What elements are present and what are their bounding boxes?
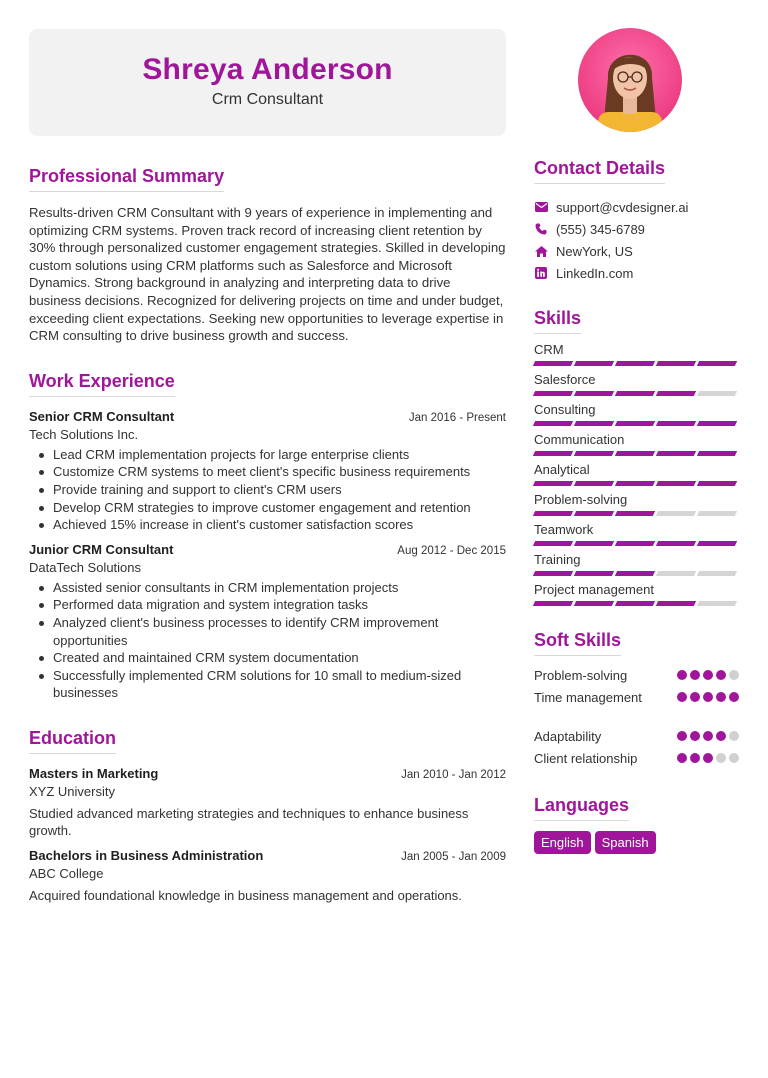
skill-bar-segment (697, 391, 737, 396)
skill-bar-segment (615, 541, 655, 546)
contact-linkedin-text: LinkedIn.com (556, 265, 634, 281)
soft-skills-section (534, 630, 739, 769)
skill-bar-segment (656, 361, 696, 366)
skill-bar-segment (574, 511, 614, 516)
skill-level-bars (534, 571, 739, 576)
soft-skill-dots (677, 670, 739, 680)
skill-bar-segment (656, 421, 696, 426)
skill-bar-segment (697, 421, 737, 426)
rating-dot (677, 670, 687, 680)
skills-section (534, 308, 739, 606)
soft-skill-dots (677, 753, 739, 763)
skill-level-bars (534, 451, 739, 456)
rating-dot (677, 731, 687, 741)
skill-bar-segment (615, 601, 655, 606)
education-section (29, 728, 506, 905)
skill-bar-segment (574, 541, 614, 546)
degree-title: Masters in Marketing (29, 765, 159, 781)
skill-level-bars (534, 481, 739, 486)
summary-heading: Professional Summary (29, 166, 224, 192)
job-entry (29, 542, 506, 702)
skill-name: Communication (534, 432, 625, 447)
skill-bar-segment (697, 451, 737, 456)
education-heading: Education (29, 728, 116, 754)
skill-item (534, 372, 739, 396)
skill-bar-segment (656, 451, 696, 456)
skill-name: Salesforce (534, 372, 596, 387)
list-item: Assisted senior consultants in CRM implementation projects (29, 579, 506, 597)
rating-dot (716, 731, 726, 741)
skill-bar-segment (533, 571, 573, 576)
profile-photo (578, 28, 682, 132)
skill-bar-segment (574, 451, 614, 456)
contact-phone[interactable] (534, 218, 739, 240)
soft-skill-item (534, 686, 739, 708)
contact-email[interactable] (534, 196, 739, 218)
school-name: ABC College (29, 866, 104, 882)
job-date: Jan 2016 - Present (408, 411, 506, 424)
envelope-icon (534, 200, 548, 214)
job-date: Aug 2012 - Dec 2015 (397, 544, 506, 557)
rating-dot (690, 731, 700, 741)
job-bullets (29, 446, 506, 534)
skill-bar-segment (656, 391, 696, 396)
skill-bar-segment (656, 481, 696, 486)
skill-name: Consulting (534, 402, 596, 417)
education-entry (29, 766, 506, 840)
summary-section (29, 166, 506, 345)
summary-text: Results-driven CRM Consultant with 9 years of experience in implementing and optimizing CRM systems. Proven track record of increasing client retention by 30% through personalized customer engagement strategies. Skilled in developing custom solutions using CRM platforms such as Salesforce and Microsoft Dynamics. Strong background in analyzing and interpreting data to drive business decisions. Recognized for delivering projects on time and under budget, exceeding client expectations. Seeking new opportunities to leverage expertise in CRM consulting to drive business growth and success. (29, 205, 506, 344)
soft-skill-item (534, 725, 739, 747)
rating-dot (729, 753, 739, 763)
skill-item (534, 402, 739, 426)
skill-bar-segment (533, 421, 573, 426)
rating-dot (703, 731, 713, 741)
rating-dot (703, 753, 713, 763)
skill-bar-segment (533, 601, 573, 606)
skill-bar-segment (533, 481, 573, 486)
skill-bar-segment (533, 391, 573, 396)
soft-skill-item (534, 747, 739, 769)
skill-item (534, 492, 739, 516)
skill-bar-segment (615, 391, 655, 396)
skill-bar-segment (656, 541, 696, 546)
skill-bar-segment (615, 571, 655, 576)
skill-bar-segment (533, 511, 573, 516)
rating-dot (690, 692, 700, 702)
list-item: Provide training and support to client's CRM users (29, 481, 506, 499)
skill-level-bars (534, 361, 739, 366)
language-badges (534, 831, 739, 854)
contact-heading: Contact Details (534, 158, 665, 184)
soft-skill-dots (677, 731, 739, 741)
soft-skill-name: Client relationship (534, 750, 638, 766)
education-date: Jan 2010 - Jan 2012 (401, 768, 506, 781)
main-column (29, 166, 506, 905)
skill-bar-segment (656, 511, 696, 516)
rating-dot (677, 753, 687, 763)
skills-heading: Skills (534, 308, 581, 334)
list-item: Successfully implemented CRM solutions for 10 small to medium-sized businesses (29, 667, 506, 702)
contact-section (534, 158, 739, 284)
list-item: Lead CRM implementation projects for large enterprise clients (29, 446, 506, 464)
skill-level-bars (534, 391, 739, 396)
skill-level-bars (534, 511, 739, 516)
list-item: Created and maintained CRM system documentation (29, 649, 506, 667)
soft-skill-name: Problem-solving (534, 667, 628, 683)
skill-bar-segment (697, 571, 737, 576)
skill-bar-segment (615, 511, 655, 516)
job-title: Junior CRM Consultant (29, 541, 174, 557)
skill-item (534, 552, 739, 576)
rating-dot (716, 753, 726, 763)
skill-bar-segment (533, 541, 573, 546)
skill-bar-segment (574, 601, 614, 606)
skill-bar-segment (615, 481, 655, 486)
skill-name: Teamwork (534, 522, 594, 537)
skill-name: Training (534, 552, 581, 567)
skill-name: Problem-solving (534, 492, 628, 507)
soft-skill-name: Time management (534, 689, 642, 705)
skill-item (534, 522, 739, 546)
home-icon (534, 244, 548, 258)
skill-bar-segment (574, 571, 614, 576)
list-item: Performed data migration and system integration tasks (29, 596, 506, 614)
rating-dot (729, 670, 739, 680)
header-box (29, 29, 506, 136)
rating-dot (690, 670, 700, 680)
job-title: Senior CRM Consultant (29, 408, 175, 424)
degree-title: Bachelors in Business Administration (29, 848, 264, 864)
skill-bar-segment (533, 451, 573, 456)
phone-icon (534, 222, 548, 236)
list-item: Achieved 15% increase in client's customer satisfaction scores (29, 516, 506, 534)
education-date: Jan 2005 - Jan 2009 (401, 851, 506, 864)
experience-section (29, 371, 506, 702)
skill-bar-segment (697, 601, 737, 606)
rating-dot (729, 692, 739, 702)
skill-level-bars (534, 421, 739, 426)
skill-bar-segment (615, 451, 655, 456)
contact-location-text: NewYork, US (556, 243, 633, 259)
soft-skill-dots (677, 692, 739, 702)
skill-bar-segment (697, 361, 737, 366)
languages-section (534, 795, 739, 854)
linkedin-icon (534, 266, 548, 280)
skill-level-bars (534, 601, 739, 606)
skill-bar-segment (574, 421, 614, 426)
rating-dot (677, 692, 687, 702)
skill-item (534, 582, 739, 606)
skill-bar-segment (574, 391, 614, 396)
skill-name: Project management (534, 582, 654, 597)
rating-dot (703, 670, 713, 680)
soft-skill-item (534, 664, 739, 686)
skill-bar-segment (656, 571, 696, 576)
skill-bar-segment (697, 541, 737, 546)
education-description: Studied advanced marketing strategies and techniques to enhance business growth. (29, 805, 469, 839)
skill-bar-segment (533, 361, 573, 366)
soft-skill-name: Adaptability (534, 728, 602, 744)
skill-item (534, 342, 739, 366)
skills-list (534, 342, 739, 606)
education-description: Acquired foundational knowledge in business management and operations. (29, 888, 462, 904)
job-bullets (29, 579, 506, 702)
skill-bar-segment (615, 421, 655, 426)
skill-bar-segment (574, 361, 614, 366)
contact-phone-text: (555) 345-6789 (556, 221, 645, 237)
languages-heading: Languages (534, 795, 629, 821)
rating-dot (716, 692, 726, 702)
skill-name: CRM (534, 342, 564, 357)
candidate-name: Shreya Anderson (142, 53, 393, 86)
job-company: DataTech Solutions (29, 559, 142, 575)
contact-linkedin[interactable] (534, 262, 739, 284)
skill-name: Analytical (534, 462, 590, 477)
soft-skills-heading: Soft Skills (534, 630, 621, 656)
skill-item (534, 462, 739, 486)
skill-bar-segment (574, 481, 614, 486)
skill-bar-segment (656, 601, 696, 606)
list-item: Develop CRM strategies to improve customer engagement and retention (29, 499, 506, 517)
school-name: XYZ University (29, 783, 115, 799)
list-item: Analyzed client's business processes to identify CRM improvement opportunities (29, 614, 506, 649)
contact-email-text: support@cvdesigner.ai (556, 199, 689, 215)
job-company: Tech Solutions Inc. (29, 426, 139, 442)
rating-dot (703, 692, 713, 702)
skill-level-bars (534, 541, 739, 546)
skill-bar-segment (697, 481, 737, 486)
sidebar-column (534, 158, 739, 854)
experience-heading: Work Experience (29, 371, 175, 397)
candidate-title: Crm Consultant (211, 91, 324, 108)
list-item: Customize CRM systems to meet client's specific business requirements (29, 463, 506, 481)
language-badge: English (534, 831, 591, 854)
contact-location (534, 240, 739, 262)
skill-item (534, 432, 739, 456)
education-entry (29, 848, 506, 905)
job-entry (29, 409, 506, 534)
rating-dot (716, 670, 726, 680)
rating-dot (690, 753, 700, 763)
language-badge: Spanish (595, 831, 656, 854)
skill-bar-segment (615, 361, 655, 366)
rating-dot (729, 731, 739, 741)
skill-bar-segment (697, 511, 737, 516)
soft-skills-list (534, 664, 739, 769)
